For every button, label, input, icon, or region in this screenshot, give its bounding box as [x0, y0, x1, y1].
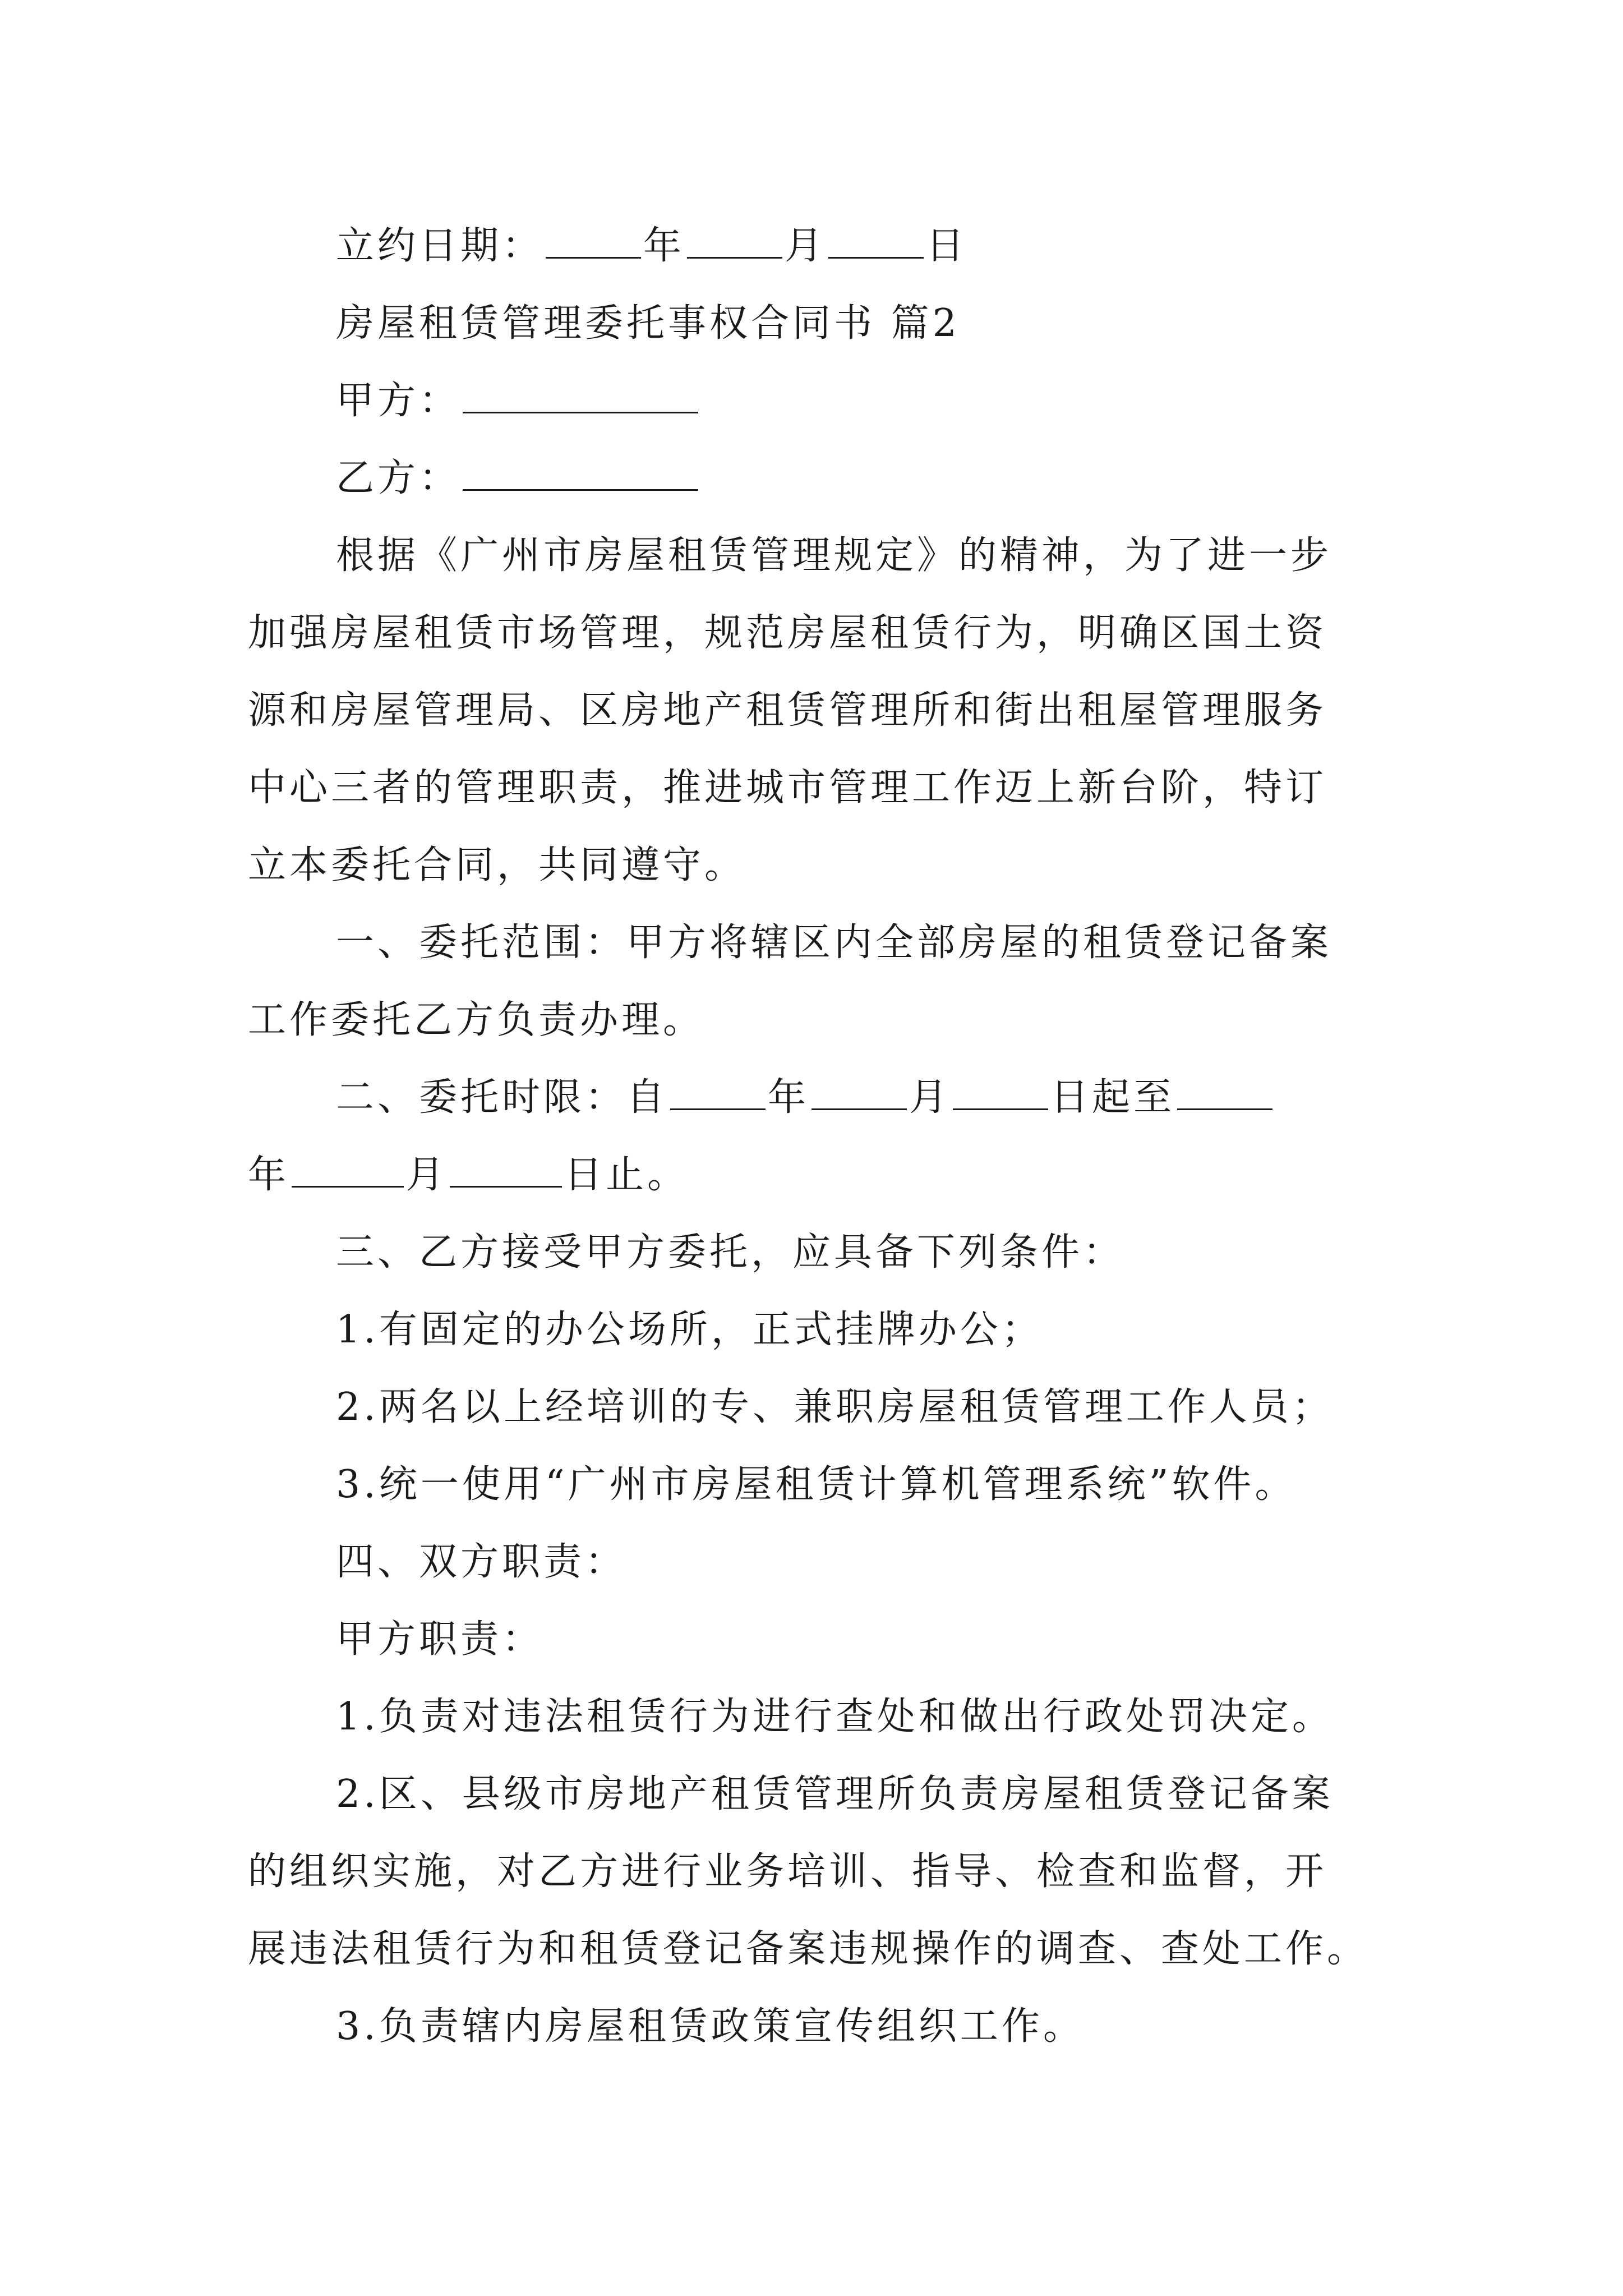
- section2-month2-label: 月: [406, 1153, 448, 1197]
- section3-item: 2.两名以上经培训的专、兼职房屋租赁管理工作人员；: [336, 1385, 1334, 1429]
- document-body: [248, 208, 1392, 2065]
- party-b-label: 乙方：: [336, 456, 461, 500]
- section3-title: 三、乙方接受甲方委托，应具备下列条件：: [336, 1230, 1125, 1274]
- month-label: 月: [785, 224, 827, 268]
- duty-item-continued: 展违法租赁行为和租赁登记备案违规操作的调查、查处工作。: [248, 1927, 1369, 1971]
- section2-year-blank: [670, 1079, 766, 1110]
- preamble-line: 立本委托合同，共同遵守。: [248, 843, 746, 887]
- party-a-duties-title: 甲方职责：: [336, 1617, 544, 1662]
- date-line: [248, 208, 1392, 285]
- section2-prefix: 二、委托时限：自: [336, 1075, 668, 1120]
- section1-line: 一、委托范围：甲方将辖区内全部房屋的租赁登记备案: [336, 921, 1332, 965]
- duty-item: 1.负责对违法租赁行为进行查处和做出行政处罚决定。: [336, 1695, 1334, 1739]
- party-a-line: [248, 362, 1392, 440]
- section2-end-month-blank: [292, 1157, 404, 1188]
- section2-end-day-blank: [450, 1157, 562, 1188]
- year-label: 年: [643, 224, 685, 268]
- section2-day-from-label: 日起至: [1050, 1075, 1175, 1120]
- section2-year-label: 年: [768, 1075, 810, 1120]
- section3-item: 3.统一使用“广州市房屋租赁计算机管理系统”软件。: [336, 1462, 1297, 1507]
- duty-item-continued: 的组织实施，对乙方进行业务培训、指导、检查和监督，开: [248, 1849, 1327, 1894]
- party-b-line: [248, 440, 1392, 517]
- section2-day-blank: [953, 1079, 1048, 1110]
- preamble-line: 源和房屋管理局、区房地产租赁管理所和街出租屋管理服务: [248, 688, 1327, 733]
- preamble-line: 加强房屋租赁市场管理，规范房屋租赁行为，明确区国土资: [248, 611, 1327, 655]
- section1-line: 工作委托乙方负责办理。: [248, 998, 705, 1042]
- preamble-line: 根据《广州市房屋租赁管理规定》的精神，为了进一步: [336, 533, 1332, 578]
- section3-item: 1.有固定的办公场所，正式挂牌办公；: [336, 1308, 1043, 1352]
- document-title: 房屋租赁管理委托事权合同书 篇2: [336, 301, 960, 346]
- party-a-label: 甲方：: [336, 379, 461, 423]
- day-blank: [828, 228, 924, 259]
- section2-end-label: 日止。: [564, 1153, 689, 1197]
- section2-year2-label: 年: [248, 1153, 290, 1197]
- section2-line: [248, 1059, 1392, 1137]
- date-label: 立约日期：: [336, 224, 544, 268]
- year-blank: [546, 228, 641, 259]
- section4-title: 四、双方职责：: [336, 1540, 627, 1584]
- day-label: 日: [926, 224, 968, 268]
- party-a-blank: [463, 383, 698, 413]
- section2-end-year-blank: [1177, 1079, 1272, 1110]
- preamble-line: 中心三者的管理职责，推进城市管理工作迈上新台阶，特订: [248, 766, 1327, 810]
- section2-month-label: 月: [909, 1075, 951, 1120]
- party-b-blank: [463, 460, 698, 491]
- duty-item: 2.区、县级市房地产租赁管理所负责房屋租赁登记备案: [336, 1772, 1334, 1816]
- section2-line: [248, 1137, 1392, 1214]
- duty-item: 3.负责辖内房屋租赁政策宣传组织工作。: [336, 2004, 1085, 2049]
- month-blank: [687, 228, 782, 259]
- section2-month-blank: [811, 1079, 907, 1110]
